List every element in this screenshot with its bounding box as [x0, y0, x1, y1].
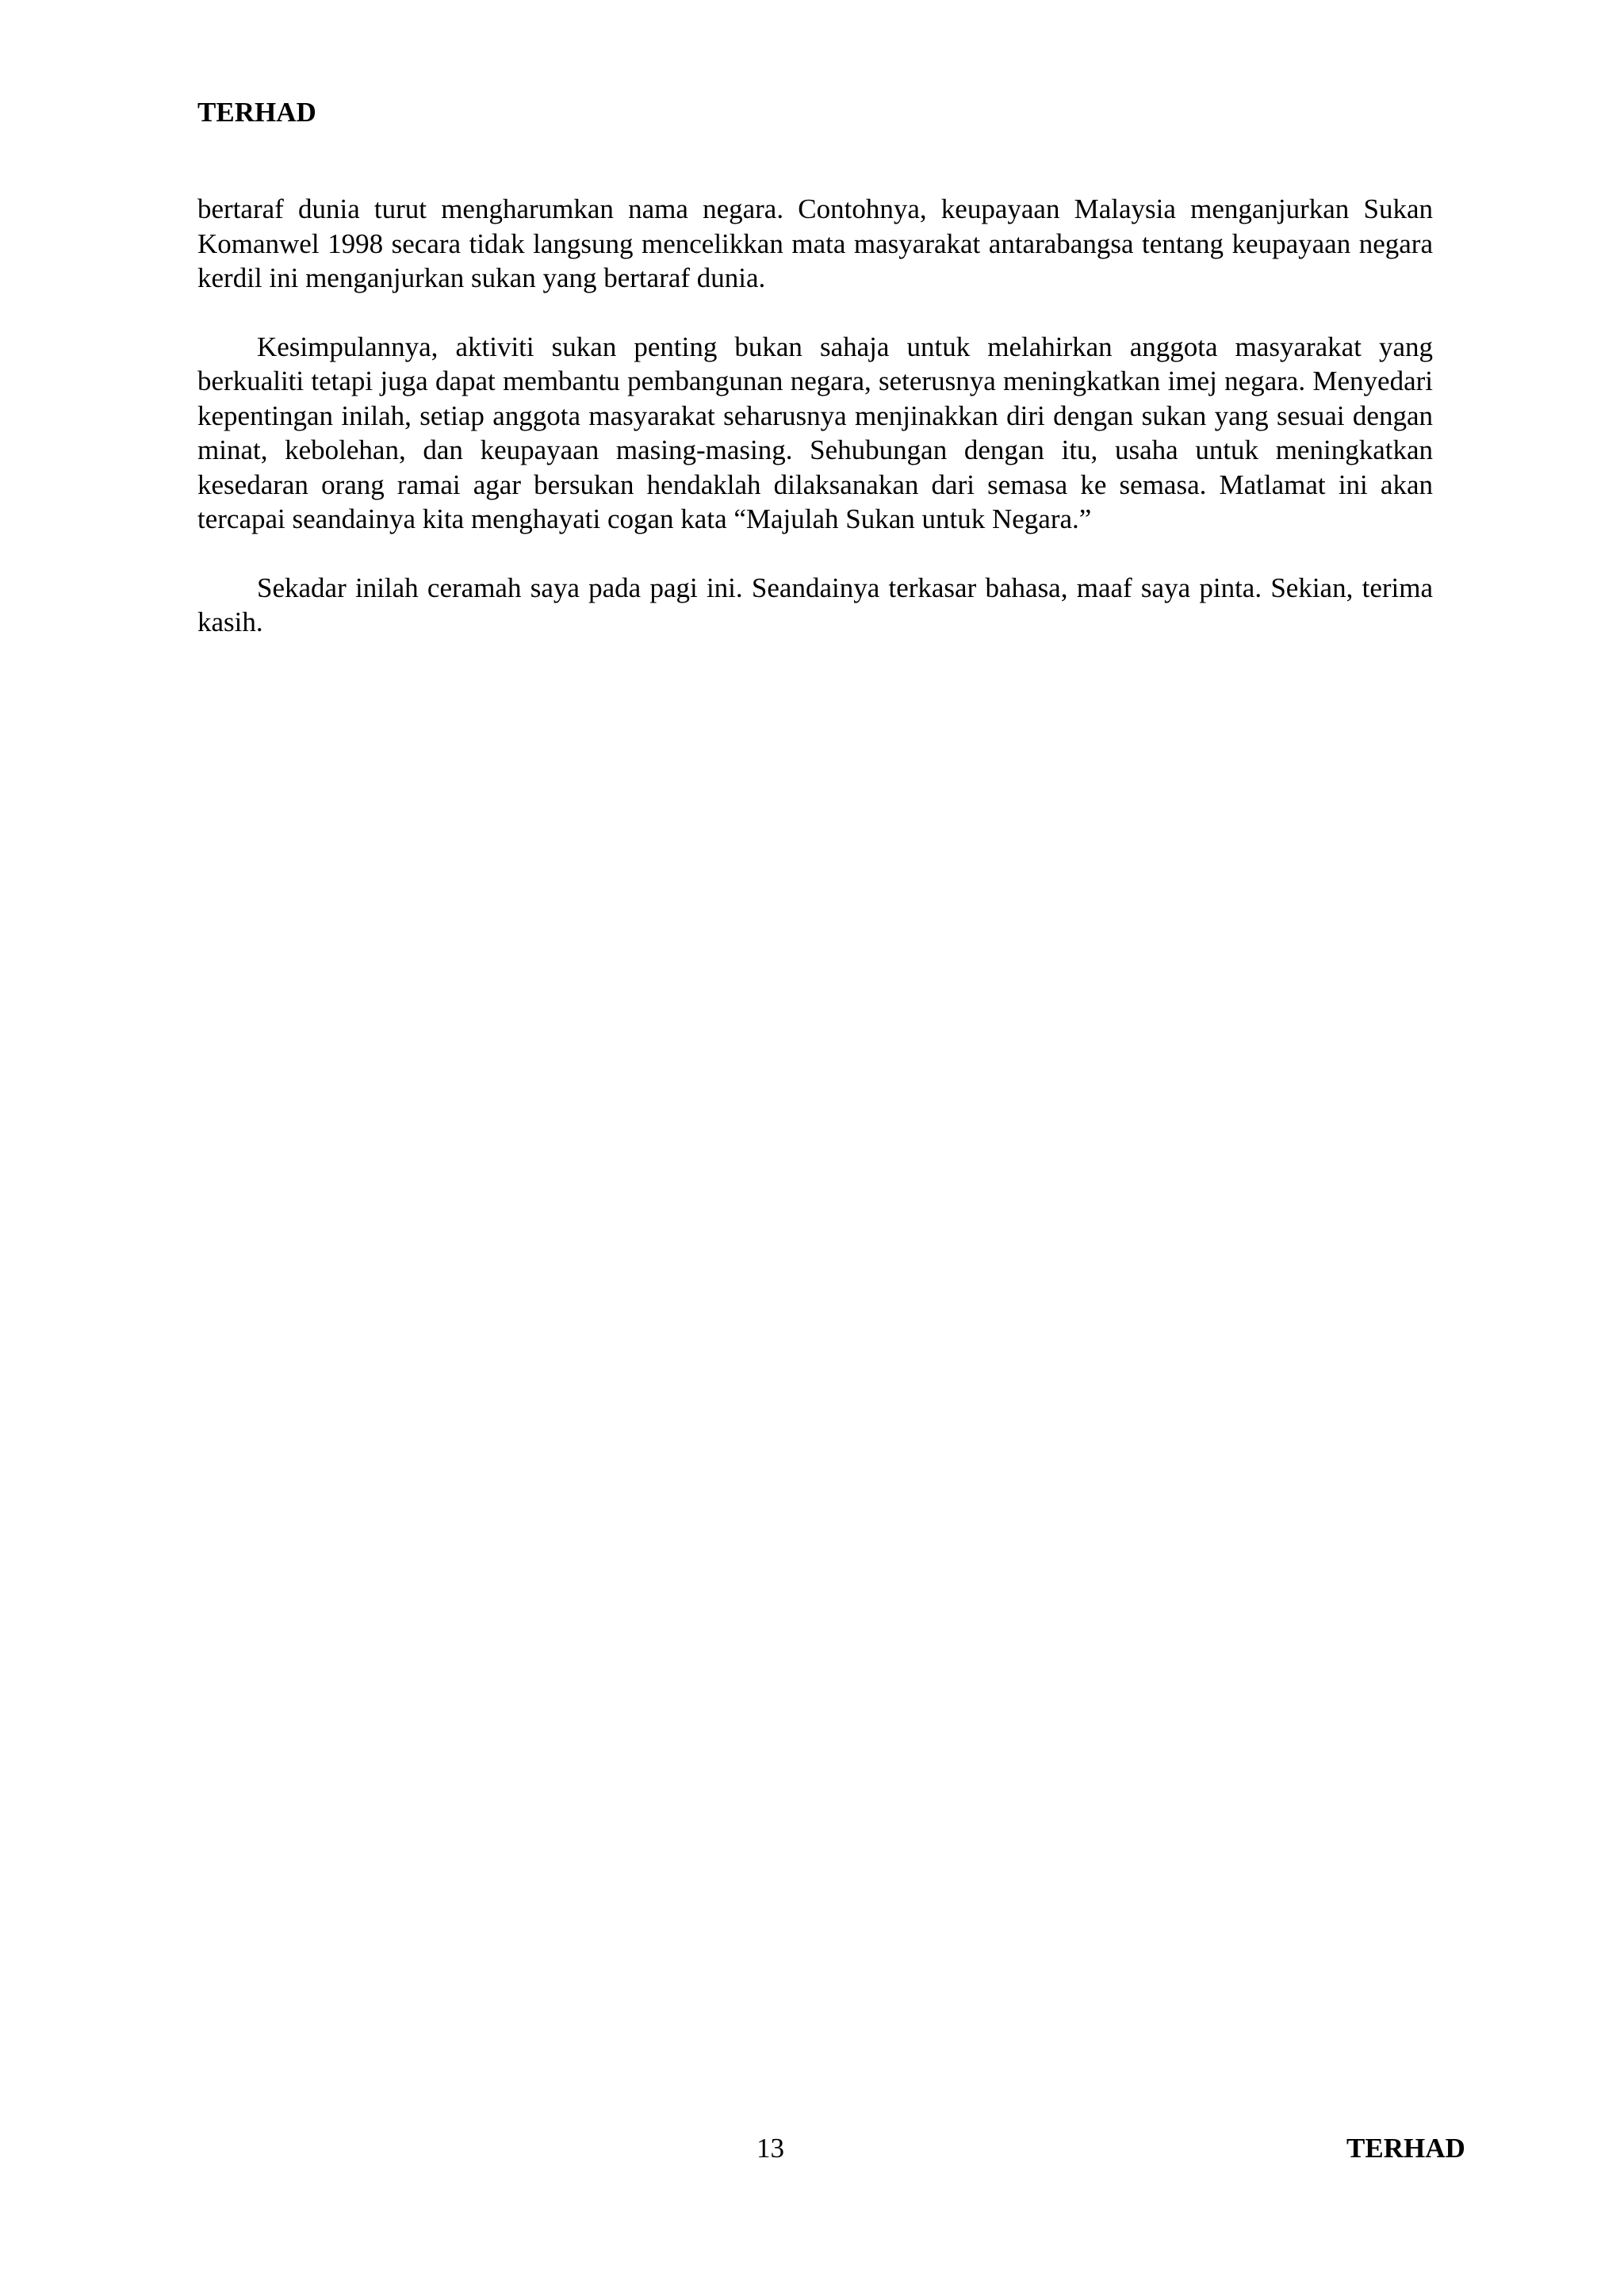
body-text — [197, 192, 1433, 674]
page-number: 13 — [756, 2133, 784, 2164]
paragraph-continuation: bertaraf dunia turut mengharumkan nama negara. Contohnya, keupayaan Malaysia menganjurkan Sukan Komanwel 1998 secara tidak langsung mencelikkan mata masyarakat antarabangsa tentang keupayaan negara kerdil ini menganjurkan sukan yang bertaraf dunia. — [197, 193, 1433, 293]
footer-classification: TERHAD — [1346, 2133, 1465, 2164]
paragraph-conclusion: Kesimpulannya, aktiviti sukan penting bukan sahaja untuk melahirkan anggota masyarakat yang berkualiti tetapi juga dapat membantu pembangunan negara, seterusnya meningkatkan imej negara. Menyedari kepentingan inilah, setiap anggota masyarakat seharusnya menjinakkan diri dengan sukan yang sesuai dengan minat, kebolehan, dan keupayaan masing-masing. Sehubungan dengan itu, usaha untuk meningkatkan kesedaran orang ramai agar bersukan hendaklah dilaksanakan dari semasa ke semasa. Matlamat ini akan tercapai seandainya kita menghayati cogan kata “Majulah Sukan untuk Negara.” — [197, 331, 1433, 534]
header-classification: TERHAD — [197, 97, 316, 128]
paragraph-closing: Sekadar inilah ceramah saya pada pagi ini. Seandainya terkasar bahasa, maaf saya pinta. Sekian, terima kasih. — [197, 572, 1433, 637]
